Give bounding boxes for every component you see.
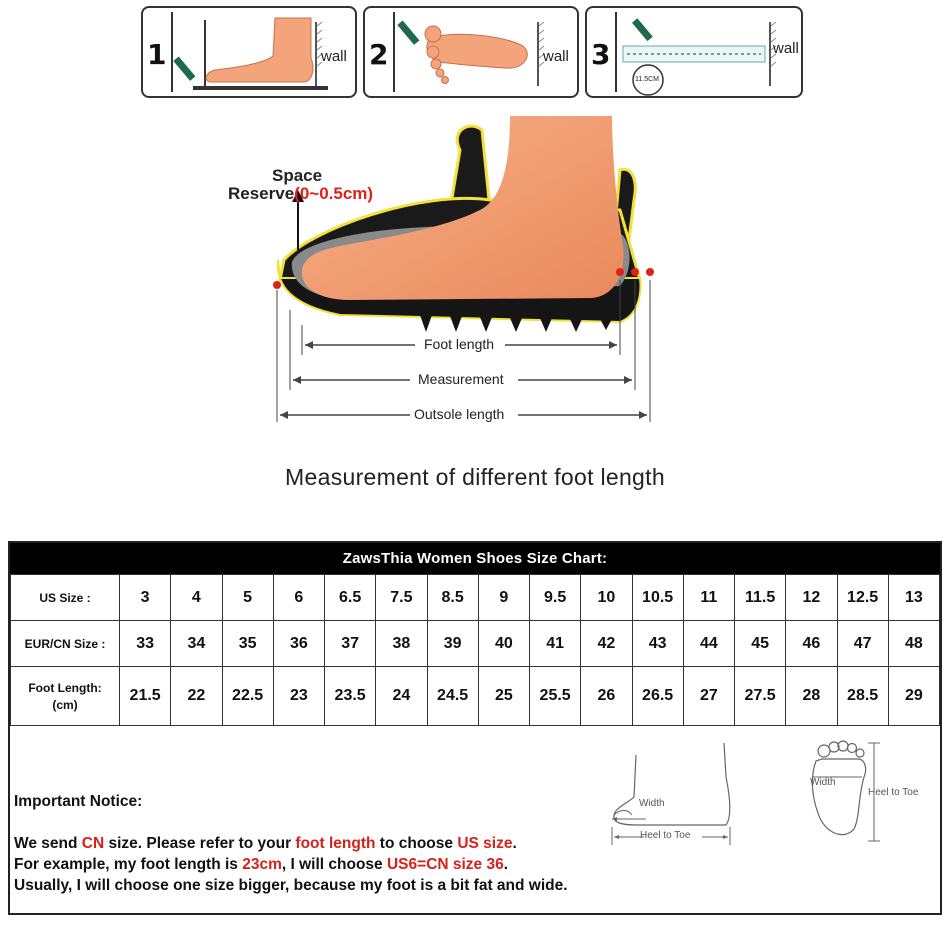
table-row-foot-length	[11, 667, 940, 726]
size-chart	[8, 541, 942, 915]
notice-line-2	[14, 856, 508, 874]
row-label-foot-length	[11, 667, 120, 726]
foot-length-cell: 27	[683, 667, 734, 726]
notice-1-us-size: US size	[457, 835, 513, 852]
eur-size-cell: 43	[632, 621, 683, 667]
us-size-cell: 12	[786, 575, 837, 621]
measurement-label: Measurement	[418, 371, 504, 387]
us-size-cell: 9.5	[530, 575, 581, 621]
step-2-number: 2	[369, 38, 389, 71]
eur-size-cell: 41	[530, 621, 581, 667]
notice-1-g: .	[512, 835, 517, 852]
us-size-cell: 10	[581, 575, 632, 621]
top-width-label: Width	[810, 777, 836, 788]
notice-2-a: For example, my foot length is	[14, 856, 243, 873]
measurement-steps	[141, 6, 803, 100]
notice-1-c: size. Please refer to your	[104, 835, 296, 852]
us-size-cell: 6.5	[325, 575, 376, 621]
foot-length-cell: 23	[273, 667, 324, 726]
foot-length-cell: 25.5	[530, 667, 581, 726]
eur-size-cell: 37	[325, 621, 376, 667]
foot-length-cell: 29	[888, 667, 939, 726]
row-label-us: US Size :	[11, 575, 120, 621]
notice-1-foot-length: foot length	[295, 835, 376, 852]
foot-measurement-diagram	[220, 110, 690, 440]
us-size-cell: 10.5	[632, 575, 683, 621]
foot-length-cell: 26	[581, 667, 632, 726]
us-size-cell: 8.5	[427, 575, 478, 621]
foot-length-label: Foot length	[424, 336, 495, 352]
step-1-panel	[141, 6, 357, 98]
notice-1-a: We send	[14, 835, 82, 852]
us-size-cell: 13	[888, 575, 939, 621]
foot-length-cell: 24	[376, 667, 427, 726]
eur-size-cell: 44	[683, 621, 734, 667]
step-3-panel	[585, 6, 803, 98]
space-reserve-line2	[228, 184, 373, 204]
row-label-eur-cn: EUR/CN Size :	[11, 621, 120, 667]
notice-1-e: to choose	[375, 835, 458, 852]
us-size-cell: 4	[171, 575, 222, 621]
foot-length-label-line1: Foot Length:	[28, 680, 102, 695]
step-3-wall-label: wall	[773, 40, 799, 57]
top-heel-to-toe-label: Heel to Toe	[868, 787, 919, 798]
foot-length-cell: 27.5	[735, 667, 786, 726]
notice-heading: Important Notice:	[14, 793, 143, 810]
space-reserve-line1: Space	[272, 166, 323, 185]
eur-size-cell: 40	[478, 621, 529, 667]
notice-2-23cm: 23cm	[242, 856, 282, 873]
eur-size-cell: 45	[735, 621, 786, 667]
table-row-eur-cn	[11, 621, 940, 667]
eur-size-cell: 38	[376, 621, 427, 667]
step-3-ruler-label: 11.5CM	[635, 76, 659, 83]
space-reserve-word: Reserve	[228, 184, 295, 203]
eur-size-cell: 35	[222, 621, 273, 667]
page-title: Measurement of different foot length	[285, 464, 665, 490]
us-size-cell: 5	[222, 575, 273, 621]
foot-length-cell: 22.5	[222, 667, 273, 726]
foot-length-cell: 25	[478, 667, 529, 726]
eur-size-cell: 36	[273, 621, 324, 667]
us-size-cell: 12.5	[837, 575, 888, 621]
notice-line-3: Usually, I will choose one size bigger, because my foot is a bit fat and wide.	[14, 877, 568, 894]
size-table	[10, 574, 940, 726]
eur-size-cell: 39	[427, 621, 478, 667]
table-row-us	[11, 575, 940, 621]
outsole-length-label: Outsole length	[414, 406, 505, 422]
notice-line-1	[14, 835, 517, 853]
foot-length-cell: 24.5	[427, 667, 478, 726]
eur-size-cell: 34	[171, 621, 222, 667]
side-heel-to-toe-label: Heel to Toe	[640, 830, 691, 841]
foot-in-shoe-icon	[220, 110, 690, 440]
eur-size-cell: 46	[786, 621, 837, 667]
us-size-cell: 11.5	[735, 575, 786, 621]
us-size-cell: 9	[478, 575, 529, 621]
step-1-wall-label: wall	[321, 48, 347, 65]
us-size-cell: 3	[120, 575, 171, 621]
eur-size-cell: 47	[837, 621, 888, 667]
us-size-cell: 6	[273, 575, 324, 621]
foot-length-cell: 28.5	[837, 667, 888, 726]
eur-size-cell: 42	[581, 621, 632, 667]
step-2-panel	[363, 6, 579, 98]
eur-size-cell: 33	[120, 621, 171, 667]
foot-length-cell: 21.5	[120, 667, 171, 726]
us-size-cell: 11	[683, 575, 734, 621]
foot-length-cell: 23.5	[325, 667, 376, 726]
notice-2-size: US6=CN size 36	[386, 856, 504, 873]
foot-length-cell: 22	[171, 667, 222, 726]
side-width-label: Width	[639, 798, 665, 809]
size-chart-title: ZawsThia Women Shoes Size Chart:	[10, 543, 940, 574]
step-3-number: 3	[591, 38, 611, 71]
foot-length-cell: 28	[786, 667, 837, 726]
step-2-wall-label: wall	[543, 48, 569, 65]
foot-length-label-line2: (cm)	[52, 697, 78, 712]
notice-2-e: .	[503, 856, 509, 873]
space-reserve-range: (0~0.5cm)	[294, 184, 374, 203]
notice-2-c: , I will choose	[281, 856, 387, 873]
notice-1-cn: CN	[81, 835, 105, 852]
eur-size-cell: 48	[888, 621, 939, 667]
step-1-number: 1	[147, 38, 167, 71]
foot-length-cell: 26.5	[632, 667, 683, 726]
us-size-cell: 7.5	[376, 575, 427, 621]
